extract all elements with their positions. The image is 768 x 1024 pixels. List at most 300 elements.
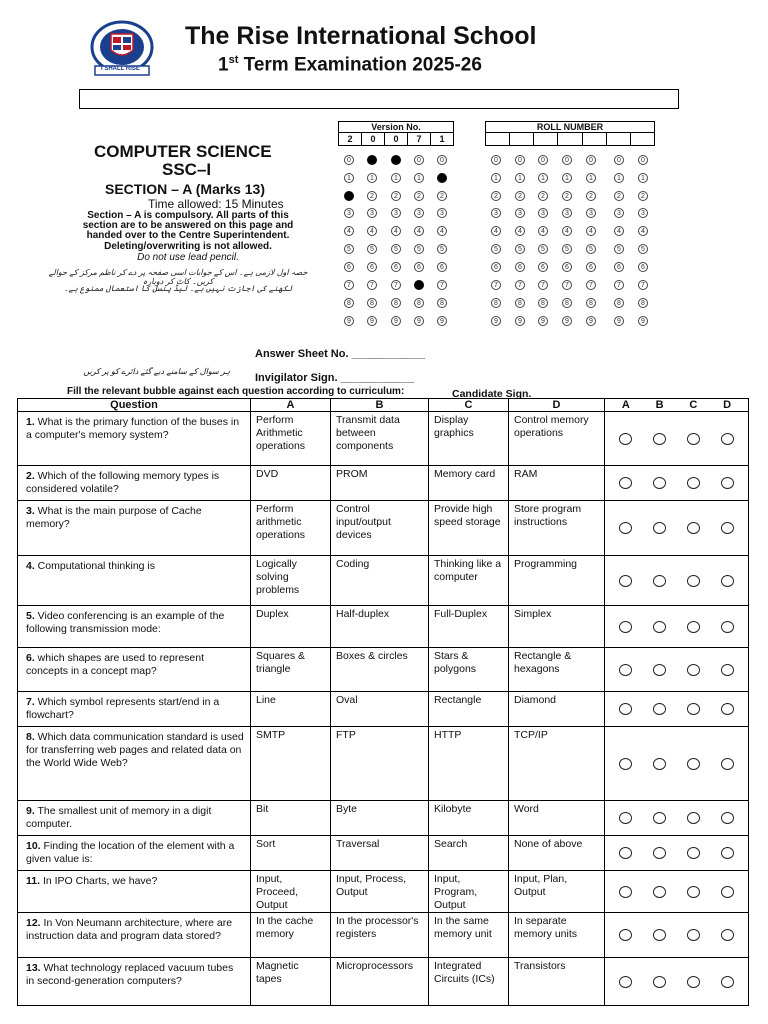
instruction-line: handed over to the Centre Superintendent. — [86, 230, 290, 241]
instruction-line: section are to be answered on this page and — [82, 220, 294, 231]
option-b: Byte — [331, 801, 429, 836]
answer-bubble-a[interactable] — [619, 929, 632, 941]
version-bubble[interactable]: 4 — [391, 226, 401, 236]
roll-bubble[interactable]: 1 — [614, 173, 624, 183]
roll-bubble[interactable]: 9 — [538, 316, 548, 326]
question-body: Computational thinking is — [34, 560, 155, 572]
version-bubble[interactable]: 7 — [344, 280, 354, 290]
question-text — [18, 412, 251, 466]
option-d: RAM — [509, 466, 605, 501]
school-logo — [78, 20, 166, 78]
answer-bubble-b[interactable] — [653, 886, 666, 898]
answer-bubble-d[interactable] — [721, 664, 734, 676]
roll-bubble[interactable]: 5 — [491, 244, 501, 254]
roll-bubble[interactable]: 7 — [491, 280, 501, 290]
question-body: Which data communication standard is used for transferring web pages and related data on the World Wide Web? — [26, 731, 244, 769]
question-text — [18, 556, 251, 606]
version-bubble[interactable]: 6 — [344, 262, 354, 272]
answer-bubble-b[interactable] — [653, 477, 666, 489]
roll-digit-cell[interactable] — [631, 133, 654, 145]
version-grid — [338, 121, 454, 146]
answer-bubble-c[interactable] — [687, 703, 700, 715]
answer-bubbles — [605, 412, 749, 466]
answer-bubble-c[interactable] — [687, 976, 700, 988]
question-row — [18, 466, 749, 501]
question-body: Which of the following memory types is considered volatile? — [26, 470, 220, 495]
roll-bubble[interactable]: 0 — [491, 155, 501, 165]
version-bubble[interactable]: 5 — [391, 244, 401, 254]
pencil-note: Do not use lead pencil. — [137, 252, 239, 263]
table-header-row — [18, 399, 749, 412]
roll-bubble[interactable]: 0 — [515, 155, 525, 165]
answer-bubble-c[interactable] — [687, 758, 700, 770]
roll-bubble[interactable]: 1 — [491, 173, 501, 183]
question-text — [18, 913, 251, 958]
version-bubble[interactable]: 9 — [391, 316, 401, 326]
version-bubble[interactable]: 3 — [437, 208, 447, 218]
answer-bubble-c[interactable] — [687, 621, 700, 633]
roll-number-cells — [485, 133, 655, 146]
time-allowed: Time allowed: 15 Minutes — [148, 197, 284, 211]
option-d: Store program instructions — [509, 501, 605, 556]
answer-bubble-b[interactable] — [653, 664, 666, 676]
answer-bubble-c[interactable] — [687, 575, 700, 587]
question-row — [18, 727, 749, 801]
answer-bubble-a[interactable] — [619, 664, 632, 676]
roll-bubble[interactable]: 2 — [586, 191, 596, 201]
answer-bubble-b[interactable] — [653, 522, 666, 534]
question-text — [18, 727, 251, 801]
version-bubble[interactable]: 6 — [437, 262, 447, 272]
answer-bubble-b[interactable] — [653, 812, 666, 824]
question-number: 10. — [26, 840, 41, 852]
question-number: 4. — [26, 560, 35, 572]
question-row — [18, 648, 749, 692]
roll-bubble[interactable]: 0 — [562, 155, 572, 165]
question-text — [18, 692, 251, 727]
roll-digit-cell[interactable] — [558, 133, 582, 145]
version-bubble[interactable]: 6 — [414, 262, 424, 272]
answer-bubble-b[interactable] — [653, 929, 666, 941]
version-bubble[interactable]: 2 — [344, 191, 354, 201]
roll-digit-cell[interactable] — [583, 133, 607, 145]
roll-bubble[interactable]: 6 — [638, 262, 648, 272]
question-text — [18, 871, 251, 913]
version-bubble[interactable]: 8 — [367, 298, 377, 308]
roll-bubble[interactable]: 0 — [614, 155, 624, 165]
version-digit: 7 — [408, 133, 431, 145]
roll-bubble[interactable]: 3 — [515, 208, 525, 218]
roll-bubble[interactable]: 1 — [586, 173, 596, 183]
answer-bubble-a[interactable] — [619, 621, 632, 633]
roll-bubble[interactable]: 9 — [562, 316, 572, 326]
version-bubble[interactable]: 8 — [437, 298, 447, 308]
bubble-header-b: B — [655, 399, 664, 411]
roll-digit-cell[interactable] — [486, 133, 510, 145]
answer-bubble-a[interactable] — [619, 522, 632, 534]
version-bubble[interactable]: 9 — [344, 316, 354, 326]
roll-bubble[interactable]: 7 — [515, 280, 525, 290]
answer-bubble-b[interactable] — [653, 575, 666, 587]
urdu-instruction: حصہ اول لازمی ہے۔ اس کے جوابات اسی صفحہ پر دے کر ناظم مرکز کے حوالے کریں۔ کاٹ کر دوبارہ — [48, 268, 308, 286]
question-body: What technology replaced vacuum tubes in second-generation computers? — [26, 962, 234, 987]
option-c: Full-Duplex — [429, 606, 509, 648]
option-c: Memory card — [429, 466, 509, 501]
answer-bubble-b[interactable] — [653, 847, 666, 859]
version-bubble[interactable]: 1 — [437, 173, 447, 183]
version-bubble[interactable]: 6 — [391, 262, 401, 272]
answer-bubble-d[interactable] — [721, 703, 734, 715]
roll-bubble[interactable]: 5 — [538, 244, 548, 254]
roll-bubble[interactable]: 4 — [515, 226, 525, 236]
version-bubble[interactable]: 3 — [414, 208, 424, 218]
answer-bubble-a[interactable] — [619, 758, 632, 770]
question-body: What is the primary function of the buses in a computer's memory system? — [26, 416, 240, 441]
answer-bubble-a[interactable] — [619, 575, 632, 587]
option-d: Transistors — [509, 958, 605, 1006]
invigilator-sign: Invigilator Sign. ____________ — [255, 372, 414, 384]
version-bubble[interactable]: 5 — [367, 244, 377, 254]
version-label: Version No. — [338, 121, 454, 133]
version-bubble[interactable]: 3 — [344, 208, 354, 218]
answer-bubble-c[interactable] — [687, 886, 700, 898]
roll-bubble[interactable]: 5 — [586, 244, 596, 254]
version-bubble[interactable]: 0 — [437, 155, 447, 165]
logo-motto: I SHALL RISE — [101, 66, 140, 72]
answer-bubble-d[interactable] — [721, 812, 734, 824]
question-number: 8. — [26, 731, 35, 743]
fill-instruction: Fill the relevant bubble against each question according to curriculum: — [67, 386, 405, 397]
version-bubble[interactable]: 1 — [367, 173, 377, 183]
bubble-header-d: D — [723, 399, 732, 411]
candidate-sign: Candidate Sign. — [452, 388, 532, 400]
school-title: The Rise International School — [185, 22, 537, 50]
version-digits — [338, 133, 454, 146]
option-b: PROM — [331, 466, 429, 501]
roll-bubble[interactable]: 2 — [538, 191, 548, 201]
option-c: Kilobyte — [429, 801, 509, 836]
version-bubble[interactable]: 0 — [391, 155, 401, 165]
roll-bubble[interactable]: 3 — [586, 208, 596, 218]
answer-bubble-d[interactable] — [721, 886, 734, 898]
version-bubble[interactable]: 4 — [414, 226, 424, 236]
bubble-header-c: C — [689, 399, 698, 411]
question-row — [18, 412, 749, 466]
version-bubble[interactable]: 0 — [344, 155, 354, 165]
version-bubble[interactable]: 4 — [367, 226, 377, 236]
roll-bubble[interactable]: 1 — [538, 173, 548, 183]
option-d: Simplex — [509, 606, 605, 648]
roll-bubble[interactable]: 4 — [586, 226, 596, 236]
question-body: Finding the location of the element with a given value is: — [26, 840, 235, 865]
question-row — [18, 958, 749, 1006]
answer-bubble-c[interactable] — [687, 522, 700, 534]
roll-bubble[interactable]: 9 — [614, 316, 624, 326]
answer-bubble-d[interactable] — [721, 847, 734, 859]
answer-bubble-d[interactable] — [721, 621, 734, 633]
version-bubble[interactable]: 9 — [367, 316, 377, 326]
version-bubble[interactable]: 0 — [414, 155, 424, 165]
instruction-line: Deleting/overwriting is not allowed. — [104, 241, 272, 252]
question-body: Video conferencing is an example of the following transmission mode: — [26, 610, 225, 635]
roll-bubble[interactable]: 9 — [586, 316, 596, 326]
question-number: 3. — [26, 505, 35, 517]
answer-bubble-c[interactable] — [687, 847, 700, 859]
version-bubble[interactable]: 6 — [367, 262, 377, 272]
answer-bubble-c[interactable] — [687, 477, 700, 489]
option-b: Oval — [331, 692, 429, 727]
roll-bubble[interactable]: 3 — [491, 208, 501, 218]
roll-bubble[interactable]: 2 — [515, 191, 525, 201]
question-number: 5. — [26, 610, 35, 622]
option-c: Display graphics — [429, 412, 509, 466]
roll-bubble[interactable]: 8 — [562, 298, 572, 308]
question-number: 6. — [26, 652, 35, 664]
roll-bubble[interactable]: 5 — [562, 244, 572, 254]
version-bubble[interactable]: 1 — [414, 173, 424, 183]
question-row — [18, 692, 749, 727]
roll-bubble[interactable]: 7 — [638, 280, 648, 290]
question-text — [18, 648, 251, 692]
answer-bubble-d[interactable] — [721, 976, 734, 988]
option-b: Half-duplex — [331, 606, 429, 648]
version-bubble[interactable]: 1 — [391, 173, 401, 183]
roll-bubble[interactable]: 9 — [491, 316, 501, 326]
answer-bubbles — [605, 501, 749, 556]
option-b: Boxes & circles — [331, 648, 429, 692]
roll-bubble[interactable]: 6 — [586, 262, 596, 272]
answer-bubble-d[interactable] — [721, 929, 734, 941]
version-bubble[interactable]: 7 — [437, 280, 447, 290]
option-b: Transmit data between components — [331, 412, 429, 466]
roll-bubble[interactable]: 7 — [586, 280, 596, 290]
subject-title: COMPUTER SCIENCE — [94, 142, 272, 161]
answer-bubble-a[interactable] — [619, 847, 632, 859]
roll-bubble[interactable]: 5 — [638, 244, 648, 254]
option-d: Input, Plan, Output — [509, 871, 605, 913]
version-bubble[interactable]: 9 — [414, 316, 424, 326]
version-bubble[interactable]: 4 — [344, 226, 354, 236]
question-body: In Von Neumann architecture, where are instruction data and program data stored? — [26, 917, 233, 942]
answer-bubble-b[interactable] — [653, 976, 666, 988]
version-bubble[interactable]: 5 — [344, 244, 354, 254]
answer-bubble-b[interactable] — [653, 703, 666, 715]
answer-bubble-a[interactable] — [619, 886, 632, 898]
roll-bubble[interactable]: 7 — [614, 280, 624, 290]
question-row — [18, 606, 749, 648]
exam-ordinal-suffix: st — [228, 54, 239, 66]
roll-bubble[interactable]: 6 — [491, 262, 501, 272]
question-row — [18, 501, 749, 556]
option-a: Line — [251, 692, 331, 727]
option-b: Microprocessors — [331, 958, 429, 1006]
roll-bubble[interactable]: 8 — [538, 298, 548, 308]
exam-title — [218, 54, 482, 76]
option-d: In separate memory units — [509, 913, 605, 958]
question-body: What is the main purpose of Cache memory? — [26, 505, 202, 530]
option-c: Rectangle — [429, 692, 509, 727]
question-row — [18, 836, 749, 871]
roll-digit-cell[interactable] — [607, 133, 631, 145]
questions-table — [17, 398, 749, 1006]
version-bubble[interactable]: 3 — [367, 208, 377, 218]
version-digit: 0 — [362, 133, 385, 145]
roll-bubble[interactable]: 4 — [562, 226, 572, 236]
version-bubble[interactable]: 8 — [344, 298, 354, 308]
roll-bubble[interactable]: 1 — [638, 173, 648, 183]
roll-digit-cell[interactable] — [534, 133, 558, 145]
roll-bubble[interactable]: 1 — [562, 173, 572, 183]
roll-bubble[interactable]: 2 — [491, 191, 501, 201]
question-row — [18, 801, 749, 836]
roll-bubble[interactable]: 2 — [562, 191, 572, 201]
class-title: SSC–I — [162, 160, 212, 179]
option-d: Control memory operations — [509, 412, 605, 466]
version-bubble[interactable]: 2 — [414, 191, 424, 201]
roll-bubble[interactable]: 5 — [515, 244, 525, 254]
version-bubble[interactable]: 7 — [391, 280, 401, 290]
roll-number-grid — [485, 121, 655, 146]
roll-bubble[interactable]: 3 — [614, 208, 624, 218]
version-bubble[interactable]: 8 — [414, 298, 424, 308]
answer-bubble-d[interactable] — [721, 575, 734, 587]
roll-bubble[interactable]: 3 — [562, 208, 572, 218]
roll-bubble[interactable]: 1 — [515, 173, 525, 183]
roll-bubble[interactable]: 6 — [515, 262, 525, 272]
option-a: In the cache memory — [251, 913, 331, 958]
roll-bubble[interactable]: 3 — [538, 208, 548, 218]
question-number: 2. — [26, 470, 35, 482]
option-b: Traversal — [331, 836, 429, 871]
roll-bubble[interactable]: 2 — [638, 191, 648, 201]
question-number: 11. — [26, 875, 41, 887]
answer-bubble-a[interactable] — [619, 433, 632, 445]
option-c: Provide high speed storage — [429, 501, 509, 556]
roll-bubble[interactable]: 2 — [614, 191, 624, 201]
question-text — [18, 466, 251, 501]
option-a: Squares & triangle — [251, 648, 331, 692]
roll-bubble[interactable]: 0 — [638, 155, 648, 165]
question-body: Which symbol represents start/end in a flowchart? — [26, 696, 220, 721]
roll-bubble[interactable]: 9 — [638, 316, 648, 326]
answer-bubbles — [605, 727, 749, 801]
version-bubble[interactable]: 1 — [344, 173, 354, 183]
answer-bubble-d[interactable] — [721, 758, 734, 770]
answer-bubbles — [605, 556, 749, 606]
roll-bubble[interactable]: 7 — [562, 280, 572, 290]
roll-bubble[interactable]: 6 — [538, 262, 548, 272]
version-bubble[interactable]: 2 — [437, 191, 447, 201]
roll-bubble[interactable]: 8 — [638, 298, 648, 308]
roll-digit-cell[interactable] — [510, 133, 534, 145]
version-bubble[interactable]: 0 — [367, 155, 377, 165]
version-bubble[interactable]: 7 — [367, 280, 377, 290]
version-bubble[interactable]: 2 — [367, 191, 377, 201]
roll-bubble[interactable]: 4 — [638, 226, 648, 236]
question-body: In IPO Charts, we have? — [40, 875, 158, 887]
version-bubble[interactable]: 2 — [391, 191, 401, 201]
roll-bubble[interactable]: 6 — [562, 262, 572, 272]
version-bubble[interactable]: 5 — [437, 244, 447, 254]
option-c: Search — [429, 836, 509, 871]
version-bubble[interactable]: 8 — [391, 298, 401, 308]
option-a: DVD — [251, 466, 331, 501]
roll-bubble[interactable]: 3 — [638, 208, 648, 218]
roll-bubble[interactable]: 4 — [614, 226, 624, 236]
questions-body — [18, 412, 749, 1006]
answer-bubble-a[interactable] — [619, 976, 632, 988]
answer-bubble-c[interactable] — [687, 929, 700, 941]
option-b: FTP — [331, 727, 429, 801]
answer-bubble-a[interactable] — [619, 477, 632, 489]
answer-bubbles — [605, 913, 749, 958]
option-a: Sort — [251, 836, 331, 871]
answer-sheet-number: Answer Sheet No. ____________ — [255, 348, 425, 360]
roll-bubble[interactable]: 8 — [491, 298, 501, 308]
question-number: 7. — [26, 696, 35, 708]
question-text — [18, 958, 251, 1006]
roll-bubble[interactable]: 6 — [614, 262, 624, 272]
col-header-d: D — [509, 399, 605, 412]
version-digit: 1 — [439, 134, 445, 144]
col-header-b: B — [331, 399, 429, 412]
answer-bubble-c[interactable] — [687, 664, 700, 676]
urdu-instruction: لکھنے کی اجازت نہیں ہے۔ لیڈ پنسل کا استعمال ممنوع ہے۔ — [63, 284, 293, 293]
answer-bubble-b[interactable] — [653, 758, 666, 770]
question-number: 12. — [26, 917, 41, 929]
roll-bubble[interactable]: 8 — [586, 298, 596, 308]
option-c: Thinking like a computer — [429, 556, 509, 606]
option-a: SMTP — [251, 727, 331, 801]
question-row — [18, 556, 749, 606]
answer-bubbles — [605, 466, 749, 501]
answer-bubble-a[interactable] — [619, 703, 632, 715]
roll-bubble[interactable]: 7 — [538, 280, 548, 290]
answer-bubble-c[interactable] — [687, 812, 700, 824]
roll-bubble[interactable]: 0 — [586, 155, 596, 165]
option-d: Word — [509, 801, 605, 836]
roll-bubble[interactable]: 8 — [515, 298, 525, 308]
roll-bubble[interactable]: 0 — [538, 155, 548, 165]
roll-bubble[interactable]: 4 — [538, 226, 548, 236]
student-name-box[interactable] — [79, 89, 679, 109]
answer-bubble-b[interactable] — [653, 621, 666, 633]
option-a: Logically solving problems — [251, 556, 331, 606]
roll-bubble[interactable]: 5 — [614, 244, 624, 254]
answer-bubble-a[interactable] — [619, 812, 632, 824]
version-bubble[interactable]: 9 — [437, 316, 447, 326]
answer-bubble-d[interactable] — [721, 477, 734, 489]
question-row — [18, 913, 749, 958]
option-a: Input, Proceed, Output — [251, 871, 331, 913]
version-bubble[interactable]: 4 — [437, 226, 447, 236]
roll-bubble[interactable]: 4 — [491, 226, 501, 236]
option-c: Stars & polygons — [429, 648, 509, 692]
version-bubble[interactable]: 7 — [414, 280, 424, 290]
answer-bubble-d[interactable] — [721, 433, 734, 445]
answer-bubble-b[interactable] — [653, 433, 666, 445]
version-bubble[interactable]: 3 — [391, 208, 401, 218]
option-a: Magnetic tapes — [251, 958, 331, 1006]
version-bubble[interactable]: 5 — [414, 244, 424, 254]
roll-bubble[interactable]: 8 — [614, 298, 624, 308]
question-text — [18, 836, 251, 871]
answer-bubble-c[interactable] — [687, 433, 700, 445]
option-c: HTTP — [429, 727, 509, 801]
answer-bubble-d[interactable] — [721, 522, 734, 534]
roll-bubble[interactable]: 9 — [515, 316, 525, 326]
option-d: Diamond — [509, 692, 605, 727]
